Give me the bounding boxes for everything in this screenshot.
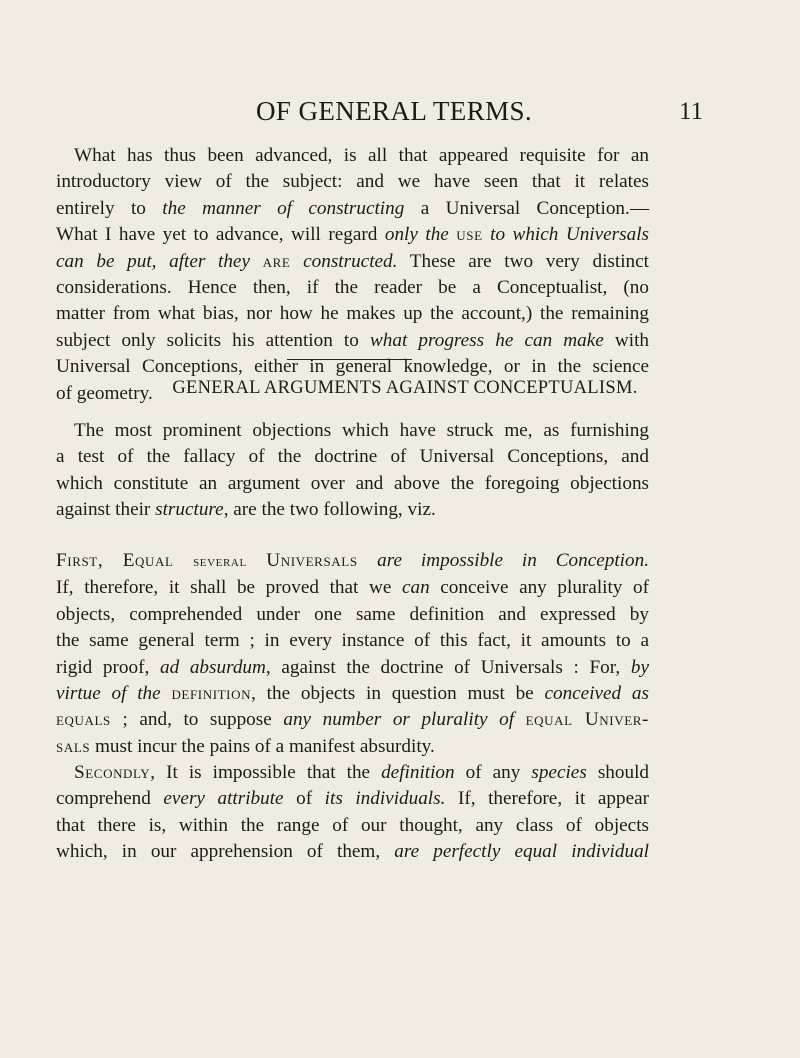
running-title: OF GENERAL TERMS.	[256, 96, 533, 126]
text-span: must incur the pains of a manifest absurdity.	[90, 735, 435, 757]
text-line	[56, 328, 649, 354]
italic-span: only the	[384, 224, 457, 246]
text-line	[56, 734, 649, 760]
italic-span: any number or plurality of	[283, 709, 515, 731]
section-heading: GENERAL ARGUMENTS AGAINST CONCEPTUALISM.	[172, 378, 638, 398]
text-line	[56, 760, 649, 786]
text-span	[514, 709, 526, 730]
italic-span: every attribute	[163, 788, 284, 810]
text-line	[56, 681, 649, 707]
text-line	[56, 301, 649, 327]
text-span: The most prominent objections which have struck me, as furnishing	[74, 420, 649, 441]
text-span: considerations. Hence then, if the reader be a Conceptualist, (no	[56, 277, 649, 299]
italic-span: the manner of constructing	[162, 197, 405, 219]
text-line	[56, 707, 649, 733]
italic-span: ad absurdum	[159, 656, 266, 678]
text-span: of geometry.	[56, 382, 153, 404]
text-span: What I have yet to advance, will regard	[56, 224, 385, 246]
small-caps-span: First, Equal	[56, 550, 194, 571]
text-span: matter from what bias, nor how he makes up the account,) the remaining	[56, 303, 649, 325]
text-line	[56, 471, 649, 497]
italic-span: to which Universals	[482, 224, 649, 246]
text-line	[56, 786, 649, 812]
text-span: ; and, to suppose	[110, 709, 284, 731]
small-caps-span: Universals	[246, 550, 378, 571]
small-caps-span: several	[193, 554, 247, 570]
text-span: If, therefore, it appear	[445, 788, 649, 810]
text-line	[56, 548, 649, 575]
text-line	[56, 628, 649, 654]
text-span: , the objects in question must be	[251, 683, 545, 705]
italic-span: can	[401, 577, 430, 599]
italic-span: constructed.	[290, 250, 398, 272]
small-caps-span: use	[456, 224, 483, 246]
text-span: rigid proof,	[56, 656, 160, 678]
text-span: a test of the fallacy of the doctrine of Universal Conceptions, and	[56, 446, 649, 468]
text-line	[56, 575, 649, 601]
text-line	[56, 602, 649, 628]
text-line	[56, 418, 649, 444]
text-line	[56, 655, 649, 681]
small-caps-span: are	[262, 250, 291, 272]
text-line	[56, 222, 649, 248]
italic-span: its individuals.	[324, 788, 446, 810]
text-line	[56, 196, 649, 222]
text-span: introductory view of the subject: and we have seen that it relates	[56, 171, 649, 193]
text-line	[56, 497, 649, 523]
text-line	[56, 813, 649, 839]
text-span: These are two very distinct	[397, 250, 649, 272]
small-caps-span: equals	[56, 709, 111, 731]
running-head	[0, 96, 800, 130]
text-span: against their	[56, 499, 156, 521]
italic-span: structure	[155, 499, 224, 521]
italic-span: virtue of the	[56, 683, 172, 705]
paragraph-intro	[56, 143, 649, 407]
text-span: , It is impossible that the	[150, 762, 382, 783]
small-caps-span: definition	[171, 683, 252, 705]
text-span: conceive any plurality of	[429, 577, 649, 599]
text-span: which constitute an argument over and above the foregoing objections	[56, 472, 649, 494]
paragraph-second-argument	[56, 760, 649, 866]
italic-span: what progress he can make	[369, 329, 604, 351]
italic-span: can be put, after they	[56, 250, 263, 272]
text-span: comprehend	[56, 788, 164, 810]
text-span: Universal Conceptions, either in general knowledge, or in the science	[56, 356, 649, 378]
paragraph-first-argument	[56, 548, 649, 760]
text-line	[56, 444, 649, 470]
text-span: , are the two following, viz.	[223, 499, 436, 521]
italic-span: definition	[381, 762, 455, 783]
text-line	[56, 275, 649, 301]
italic-span: species	[531, 762, 587, 783]
text-span: objects, comprehended under one same definition and expressed by	[56, 603, 649, 625]
small-caps-span: equal	[525, 709, 573, 731]
text-span: of any	[454, 762, 532, 783]
text-span: which, in our apprehension of them,	[56, 841, 395, 863]
text-line	[56, 169, 649, 195]
page-number: 11	[679, 98, 704, 125]
italic-span: are impossible in Conception.	[377, 550, 649, 571]
small-caps-span: Secondly	[74, 762, 151, 783]
text-span: should	[586, 762, 649, 783]
text-span: that there is, within the range of our thought, any class of objects	[56, 814, 649, 836]
italic-span: by	[630, 656, 649, 678]
small-caps-span: Univer-	[572, 709, 650, 731]
text-span: with	[603, 329, 649, 351]
text-span: a Universal Conception.—	[404, 197, 650, 219]
italic-span: conceived as	[544, 683, 649, 705]
italic-span: are perfectly equal individual	[394, 841, 649, 863]
small-caps-span: sals	[56, 735, 91, 757]
section-divider-rule	[287, 359, 412, 360]
paragraph-objections	[56, 418, 649, 524]
text-span: subject only solicits his attention to	[56, 329, 370, 351]
text-span: entirely to	[56, 197, 163, 219]
text-line	[56, 143, 649, 169]
text-line	[56, 249, 649, 275]
text-span: What has thus been advanced, is all that appeared requisite for an	[74, 145, 649, 166]
text-span: If, therefore, it shall be proved that we	[56, 577, 402, 599]
text-line	[56, 839, 649, 865]
text-span: the same general term ; in every instance of this fact, it amounts to a	[56, 630, 649, 652]
text-span: , against the doctrine of Universals : For,	[265, 656, 631, 678]
text-span: of	[283, 788, 325, 810]
